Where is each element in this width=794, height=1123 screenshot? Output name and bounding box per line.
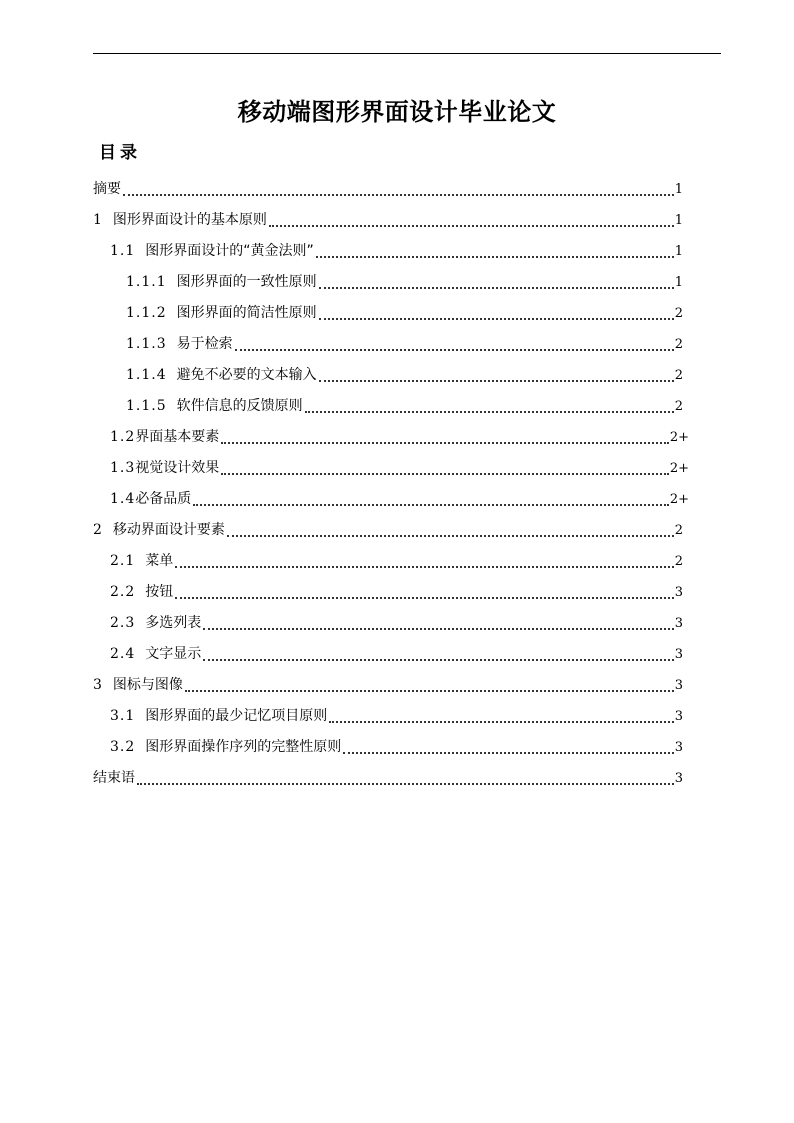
toc-entry-page: 2: [674, 399, 683, 414]
toc-entry-page: 2: [674, 368, 683, 383]
toc-entry[interactable]: [93, 205, 683, 236]
toc-entry[interactable]: [93, 763, 683, 794]
toc-entry[interactable]: [93, 174, 683, 205]
toc-entry-number: 1.3: [110, 460, 136, 476]
toc-entry-page: 3: [674, 616, 683, 631]
toc-dot-leader: [319, 317, 674, 320]
toc-entry[interactable]: [93, 267, 683, 298]
toc-entry-text: [110, 484, 191, 515]
toc-entry-text: [93, 205, 267, 236]
toc-dot-leader: [329, 720, 673, 723]
toc-entry-page: 3: [674, 709, 683, 724]
toc-entry-label: 图形界面设计的基本原则: [112, 212, 267, 228]
toc-entry-page: 1: [674, 182, 683, 197]
toc-entry[interactable]: [93, 732, 683, 763]
toc-entry-text: [110, 453, 219, 484]
toc-dot-leader: [269, 224, 674, 227]
toc-dot-leader: [319, 286, 674, 289]
toc-entry-number: 1: [93, 212, 103, 228]
toc-entry[interactable]: [93, 484, 689, 515]
toc-entry-label: 图形界面的一致性原则: [176, 274, 317, 290]
toc-entry-text: [126, 360, 317, 391]
toc-dot-leader: [203, 627, 673, 630]
toc-entry-label: 易于检索: [176, 336, 233, 352]
toc-entry-text: [110, 577, 173, 608]
toc-dot-leader: [343, 751, 673, 754]
toc-entry-page: 2: [674, 554, 683, 569]
toc-dot-leader: [203, 658, 673, 661]
toc-entry-number: 1.1: [110, 243, 136, 259]
toc-dot-leader: [305, 410, 674, 413]
toc-entry-number: 1.4: [110, 491, 136, 507]
toc-entry-page: 3: [674, 585, 683, 600]
toc-entry-text: [126, 391, 303, 422]
toc-entry-label: 图形界面设计的“黄金法则”: [145, 243, 314, 259]
toc-heading: 目录: [99, 143, 141, 163]
toc-entry-page: 2: [674, 523, 683, 538]
toc-dot-leader: [137, 782, 674, 785]
toc-entry-label: 文字显示: [145, 646, 202, 662]
toc-entry-text: [110, 236, 314, 267]
toc-entry-text: [93, 515, 225, 546]
toc-dot-leader: [221, 441, 669, 444]
toc-dot-leader: [193, 503, 669, 506]
toc-entry-page: 2: [674, 306, 683, 321]
toc-entry[interactable]: [93, 360, 683, 391]
toc-entry-page: 1: [674, 275, 683, 290]
toc-entry-text: [110, 608, 201, 639]
toc-entry[interactable]: [93, 329, 683, 360]
toc-entry-text: [126, 329, 233, 360]
toc-dot-leader: [319, 379, 674, 382]
toc-entry-text: [110, 422, 219, 453]
toc-entry-page: 2+: [669, 461, 689, 476]
toc-entry[interactable]: [93, 298, 683, 329]
toc-entry[interactable]: [93, 546, 683, 577]
toc-entry-label: 图标与图像: [112, 677, 183, 693]
toc-entry-number: 2.4: [110, 646, 136, 662]
toc-entry-text: [126, 298, 317, 329]
toc-entry[interactable]: [93, 391, 683, 422]
toc-entry-label: 软件信息的反馈原则: [176, 398, 303, 414]
toc-entry-label: 必备品质: [135, 491, 192, 507]
toc-entry-number: 1.1.5: [126, 398, 167, 414]
toc-dot-leader: [185, 689, 674, 692]
toc-entry-page: 1: [674, 244, 683, 259]
toc-entry-number: 1.1.3: [126, 336, 167, 352]
toc-entry-text: [110, 639, 201, 670]
toc-entry-text: [110, 546, 173, 577]
toc-entry-number: 1.1.1: [126, 274, 167, 290]
toc-dot-leader: [235, 348, 674, 351]
toc-entry-number: 1.2: [110, 429, 136, 445]
toc-entry-label: 多选列表: [145, 615, 202, 631]
toc-entry-label: 结束语: [93, 770, 135, 786]
header-rule: [93, 53, 721, 54]
toc-entry-label: 界面基本要素: [135, 429, 220, 445]
toc-entry-label: 视觉设计效果: [135, 460, 220, 476]
toc-entry[interactable]: [93, 422, 689, 453]
toc-entry-number: 2.2: [110, 584, 136, 600]
toc-entry-number: 3.2: [110, 739, 136, 755]
toc-entry-number: 3: [93, 677, 103, 693]
toc-entry[interactable]: [93, 577, 683, 608]
toc-dot-leader: [175, 565, 673, 568]
toc-entry[interactable]: [93, 670, 683, 701]
toc-entry-label: 避免不必要的文本输入: [176, 367, 317, 383]
table-of-contents: [93, 174, 689, 794]
toc-entry-number: 1.1.4: [126, 367, 167, 383]
toc-entry-page: 1: [674, 213, 683, 228]
toc-entry-page: 2+: [669, 492, 689, 507]
toc-entry-page: 2: [674, 337, 683, 352]
toc-entry-label: 图形界面操作序列的完整性原则: [145, 739, 342, 755]
toc-entry-number: 3.1: [110, 708, 136, 724]
toc-entry-text: [110, 732, 341, 763]
toc-entry-text: [93, 174, 121, 205]
toc-dot-leader: [123, 193, 674, 196]
toc-entry-text: [93, 670, 183, 701]
toc-entry[interactable]: [93, 236, 683, 267]
toc-entry-page: 3: [674, 740, 683, 755]
toc-entry[interactable]: [93, 515, 683, 546]
toc-entry-text: [110, 701, 327, 732]
toc-entry-number: 2.1: [110, 553, 136, 569]
toc-dot-leader: [175, 596, 673, 599]
toc-entry-label: 图形界面的简洁性原则: [176, 305, 317, 321]
toc-entry-label: 菜单: [145, 553, 174, 569]
toc-dot-leader: [316, 255, 674, 258]
toc-entry[interactable]: [93, 453, 689, 484]
toc-entry-text: [93, 763, 135, 794]
toc-entry[interactable]: [93, 701, 683, 732]
toc-entry-page: 2+: [669, 430, 689, 445]
toc-entry-label: 按钮: [145, 584, 174, 600]
toc-dot-leader: [227, 534, 674, 537]
toc-entry[interactable]: [93, 639, 683, 670]
toc-entry-page: 3: [674, 647, 683, 662]
toc-entry-number: 2: [93, 522, 103, 538]
toc-entry-text: [126, 267, 317, 298]
toc-entry-number: 1.1.2: [126, 305, 167, 321]
toc-entry-page: 3: [674, 771, 683, 786]
toc-entry-label: 摘要: [93, 181, 121, 197]
toc-entry-page: 3: [674, 678, 683, 693]
toc-entry-number: 2.3: [110, 615, 136, 631]
toc-entry[interactable]: [93, 608, 683, 639]
document-title: 移动端图形界面设计毕业论文: [237, 98, 557, 126]
toc-entry-label: 图形界面的最少记忆项目原则: [145, 708, 328, 724]
toc-dot-leader: [221, 472, 669, 475]
toc-entry-label: 移动界面设计要素: [112, 522, 225, 538]
